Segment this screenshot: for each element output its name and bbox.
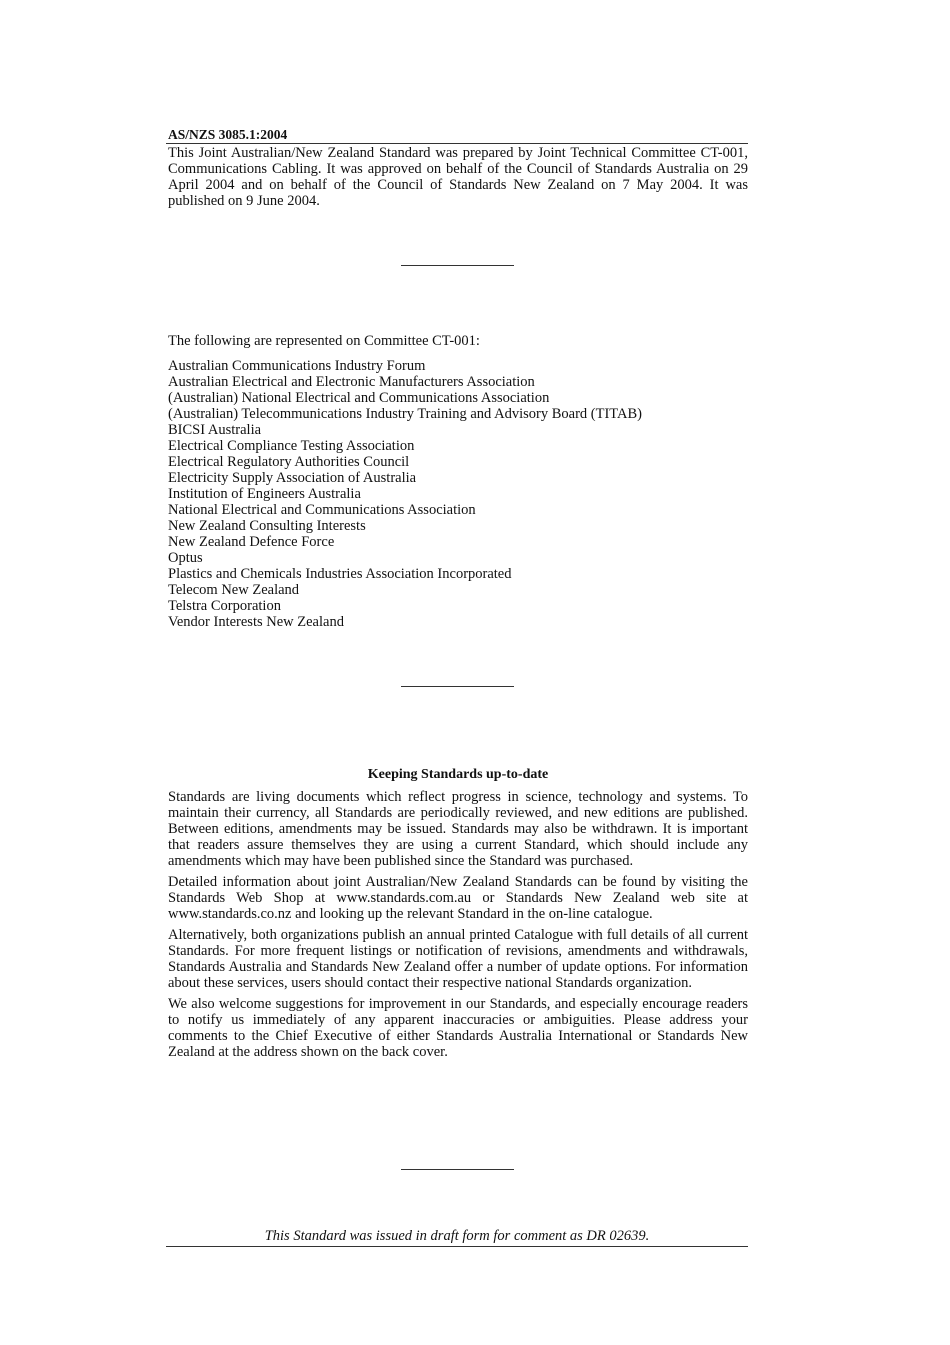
section-heading: Keeping Standards up-to-date bbox=[367, 767, 549, 782]
committee-member: (Australian) National Electrical and Communications Association bbox=[168, 390, 550, 406]
committee-member: BICSI Australia bbox=[168, 422, 262, 438]
committee-member: Electricity Supply Association of Australia bbox=[168, 470, 417, 486]
committee-member: Australian Communications Industry Forum bbox=[168, 358, 426, 374]
committee-member: National Electrical and Communications Association bbox=[168, 502, 476, 518]
body-paragraph: We also welcome suggestions for improvement in our Standards, and especially encourage readers to notify us immediately of any apparent inaccuracies or ambiguities. Please address your comments to the Chief Executive of either Standards Australia International or Standards New Zealand at the address shown on the back cover. bbox=[168, 996, 748, 1060]
committee-member: Institution of Engineers Australia bbox=[168, 486, 361, 502]
keeping-up-to-date-body bbox=[168, 789, 748, 1065]
committee-member: Electrical Regulatory Authorities Council bbox=[168, 454, 410, 470]
committee-member-list bbox=[168, 358, 748, 630]
committee-member: Australian Electrical and Electronic Manufacturers Association bbox=[168, 374, 535, 390]
preparation-statement: This Joint Australian/New Zealand Standard was prepared by Joint Technical Committee CT-001, Communications Cabling. It was approved on behalf of the Council of Standards Australia on 29 April 2004 and on behalf of the Council of Standards New Zealand on 7 May 2004. It was published on 9 June 2004. bbox=[168, 145, 748, 209]
section-divider-2 bbox=[401, 686, 514, 687]
draft-note: This Standard was issued in draft form for comment as DR 02639. bbox=[264, 1228, 650, 1244]
committee-member: Telecom New Zealand bbox=[168, 582, 300, 598]
committee-member: (Australian) Telecommunications Industry Training and Advisory Board (TITAB) bbox=[168, 406, 642, 422]
committee-member: Optus bbox=[168, 550, 203, 566]
header-rule bbox=[166, 143, 748, 144]
body-paragraph: Alternatively, both organizations publish an annual printed Catalogue with full details of all current Standards. For more frequent listings or notification of revisions, amendments and withdrawals, Standards Australia and Standards New Zealand offer a number of update options. For information about these services, users should contact their respective national Standards organization. bbox=[168, 927, 748, 991]
committee-member: Telstra Corporation bbox=[168, 598, 281, 614]
committee-member: Plastics and Chemicals Industries Association Incorporated bbox=[168, 566, 512, 582]
section-divider-3 bbox=[401, 1169, 514, 1170]
footer-rule bbox=[166, 1246, 748, 1247]
body-paragraph: Detailed information about joint Australian/New Zealand Standards can be found by visiting the Standards Web Shop at www.standards.com.au or Standards New Zealand web site at www.standards.co.nz and looking up the relevant Standard in the on-line catalogue. bbox=[168, 874, 748, 922]
document-id: AS/NZS 3085.1:2004 bbox=[168, 127, 288, 142]
committee-member: New Zealand Defence Force bbox=[168, 534, 335, 550]
committee-member: New Zealand Consulting Interests bbox=[168, 518, 366, 534]
committee-member: Electrical Compliance Testing Association bbox=[168, 438, 415, 454]
section-divider-1 bbox=[401, 265, 514, 266]
body-paragraph: Standards are living documents which reflect progress in science, technology and systems. To maintain their currency, all Standards are periodically reviewed, and new editions are published. Between editions, amendments may be issued. Standards may also be withdrawn. It is important that readers assure themselves they are using a current Standard, which should include any amendments which may have been published since the Standard was purchased. bbox=[168, 789, 748, 869]
committee-intro: The following are represented on Committee CT-001: bbox=[168, 333, 480, 349]
committee-member: Vendor Interests New Zealand bbox=[168, 614, 344, 630]
